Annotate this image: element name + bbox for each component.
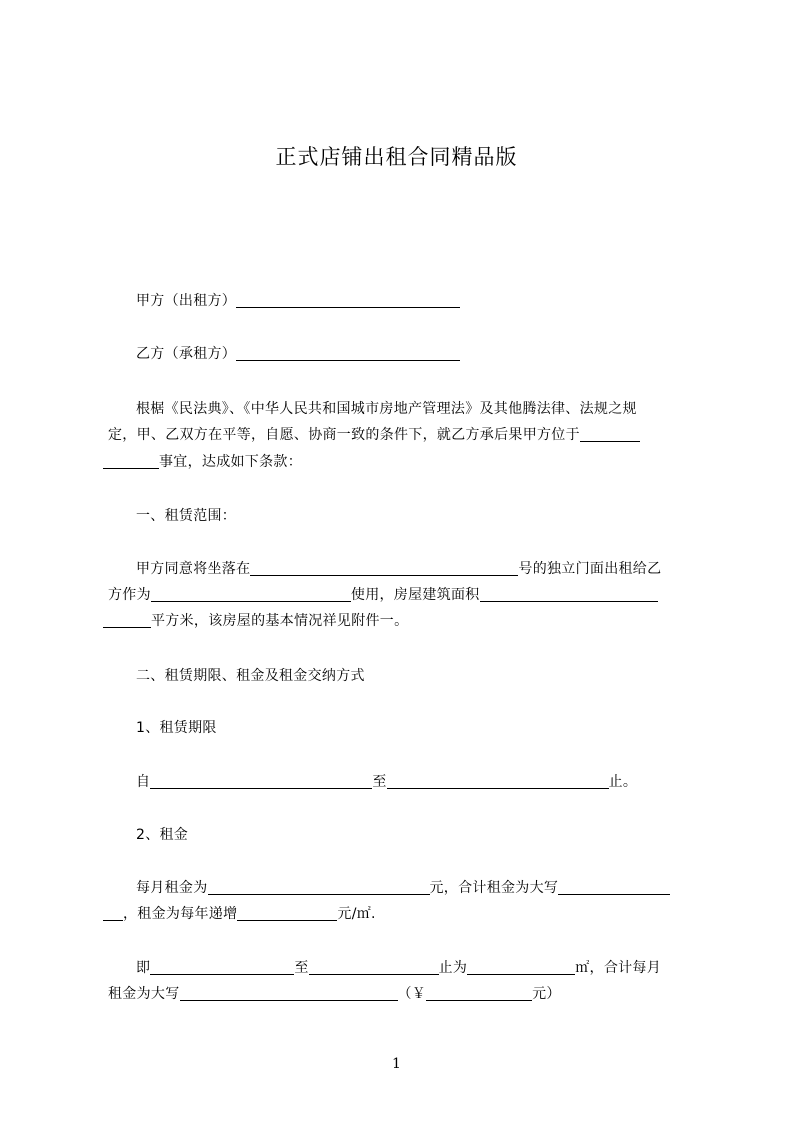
preamble-text-1: 根椐《民法典》、《中华人民共和国城市房地产管理法》及其他腾法律、法规之规 (136, 401, 637, 417)
monthly-rent-blank[interactable] (208, 877, 430, 895)
term-line (136, 768, 730, 796)
scope-text-1a: 甲方同意将坐落在 (136, 561, 251, 577)
scope-line-2 (108, 581, 702, 609)
period-line-1 (136, 954, 730, 982)
term-to-label: 至 (372, 774, 387, 790)
rent-subheading: 2、租金 (136, 827, 189, 843)
area-blank-1[interactable] (480, 584, 658, 602)
rent-text-c: ，租金为每年递增 (123, 906, 238, 922)
rent-text-d: 元/㎡. (337, 906, 376, 922)
period-area-blank[interactable] (467, 957, 575, 975)
term-subheading: 1、租赁期限 (136, 720, 217, 736)
party-a-line (136, 287, 730, 315)
party-b-label: 乙方（承租方） (136, 346, 237, 362)
term-end-blank[interactable] (387, 771, 609, 789)
scope-line-1 (136, 555, 730, 583)
party-a-label: 甲方（出租方） (136, 293, 237, 309)
period-text-f: （￥ (397, 986, 427, 1002)
preamble-line-1 (136, 395, 730, 423)
document-title: 正式店铺出租合同精品版 (275, 145, 518, 169)
area-blank-2[interactable] (103, 610, 151, 628)
location-blank-2[interactable] (103, 451, 159, 469)
period-rent-words-blank[interactable] (180, 983, 398, 1001)
rent-line-2 (103, 900, 697, 928)
page-number: 1 (392, 1056, 401, 1072)
scope-text-1b: 号的独立门面出租给乙 (518, 561, 662, 577)
usage-blank[interactable] (151, 584, 351, 602)
preamble-text-2: 定，甲、乙双方在平等，自愿、协商一致的条件下，就乙方承后果甲方位于 (108, 427, 580, 443)
location-blank-1[interactable] (580, 424, 640, 442)
term-from-label: 自 (136, 774, 151, 790)
period-text-c: 止为 (438, 960, 468, 976)
section-2-heading: 二、租赁期限、租金及租金交纳方式 (136, 668, 365, 684)
period-rent-amount-blank[interactable] (426, 983, 532, 1001)
period-text-e: 租金为大写 (108, 986, 180, 1002)
scope-text-2b: 使用，房屋建筑面积 (350, 587, 480, 603)
term-start-blank[interactable] (150, 771, 372, 789)
section-1-heading: 一、租赁范围： (136, 508, 237, 524)
scope-text-3: 平方米，该房屋的基本情况祥见附件一。 (151, 613, 409, 629)
party-a-blank[interactable] (236, 290, 460, 308)
term-end-label: 止。 (608, 774, 638, 790)
total-rent-blank-2[interactable] (103, 903, 123, 921)
rent-text-a: 每月租金为 (136, 880, 208, 896)
rent-text-b: 元，合计租金为大写 (429, 880, 559, 896)
period-text-b: 至 (294, 960, 309, 976)
preamble-line-3 (103, 448, 697, 476)
period-text-g: 元） (532, 986, 561, 1002)
increase-blank[interactable] (237, 903, 337, 921)
period-start-blank[interactable] (150, 957, 294, 975)
period-line-2 (108, 980, 702, 1008)
scope-text-2a: 方作为 (108, 587, 151, 603)
address-blank[interactable] (250, 558, 518, 576)
preamble-text-3: 事宜，达成如下条款： (159, 454, 302, 470)
total-rent-blank-1[interactable] (558, 877, 670, 895)
preamble-line-2 (108, 421, 702, 449)
party-b-line (136, 340, 730, 368)
period-text-d: ㎡，合计每月 (575, 960, 662, 976)
party-b-blank[interactable] (236, 343, 460, 361)
rent-line-1 (136, 874, 730, 902)
period-text-a: 即 (136, 960, 151, 976)
period-end-blank[interactable] (309, 957, 439, 975)
scope-line-3 (103, 607, 697, 635)
